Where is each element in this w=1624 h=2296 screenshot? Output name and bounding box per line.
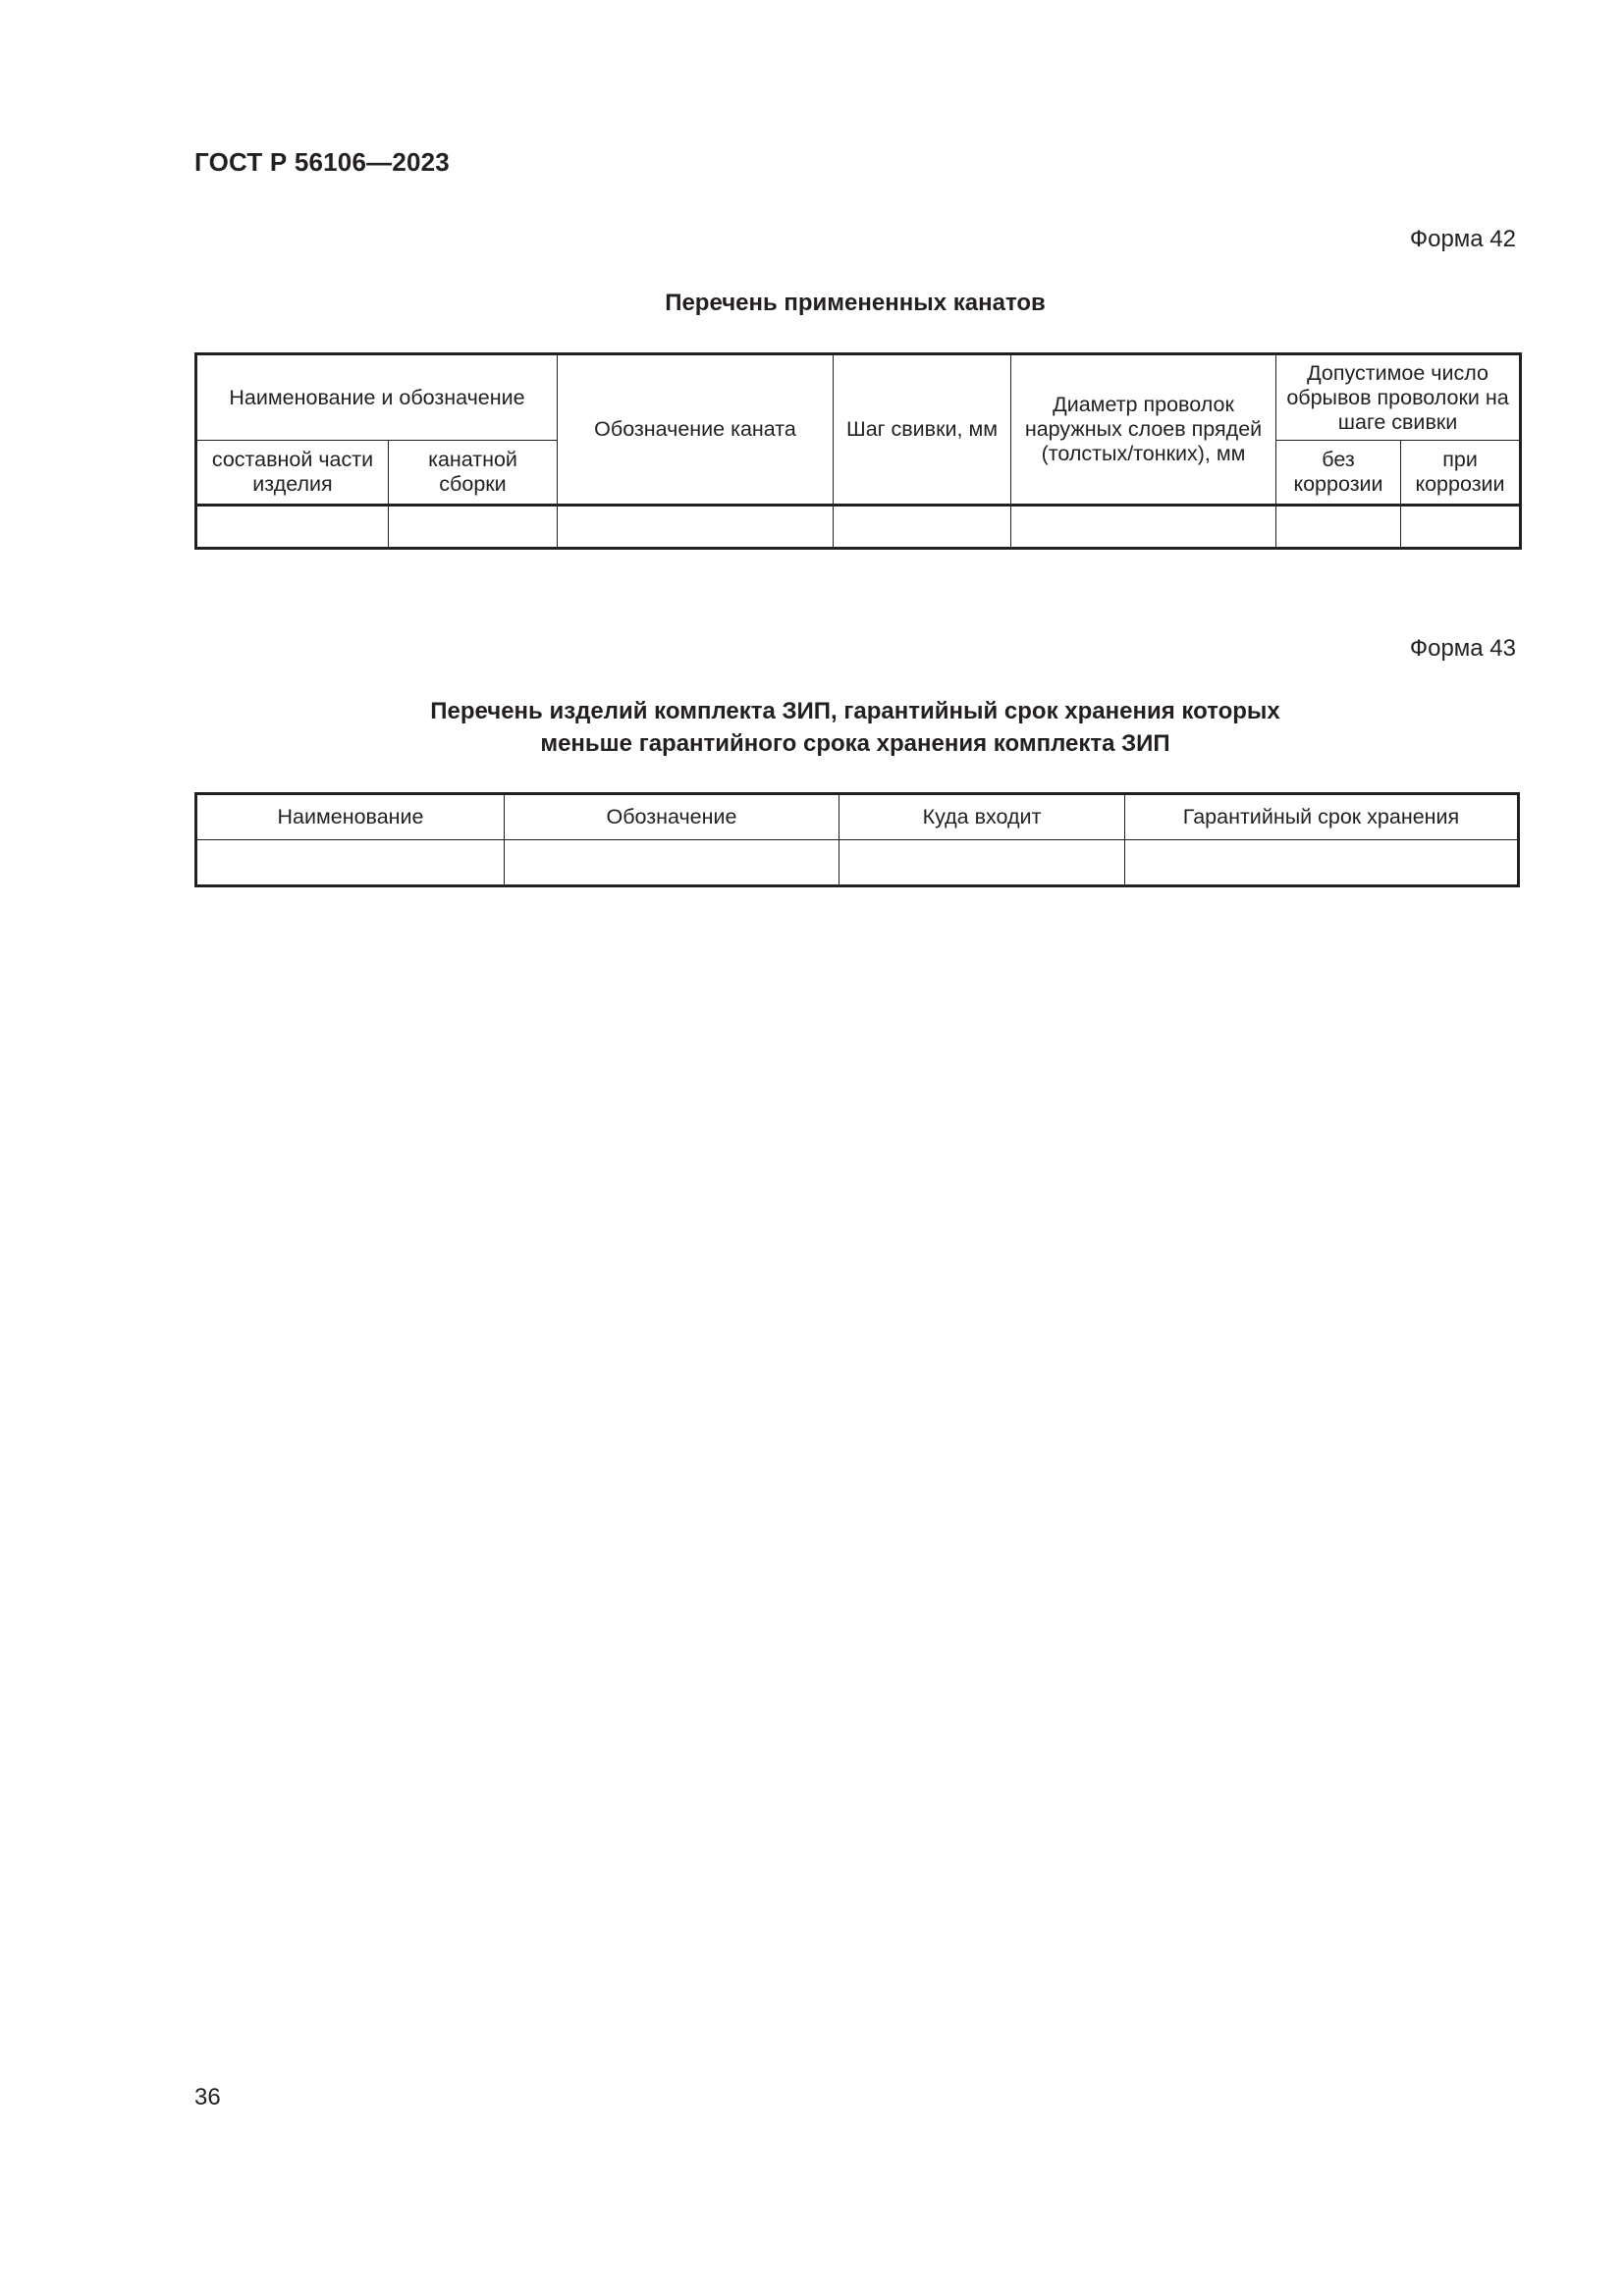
form-43-title-line-1: Перечень изделий комплекта ЗИП, гарантийный срок хранения которых (430, 698, 1280, 724)
header-warranty: Гарантийный срок хранения (1125, 794, 1519, 840)
table-cell[interactable] (1276, 506, 1401, 549)
table-row (196, 506, 1521, 549)
table-cell[interactable] (505, 840, 839, 886)
ropes-table (194, 352, 1522, 550)
header-name-group: Наименование и обозначение (196, 354, 558, 441)
header-name: Наименование (196, 794, 505, 840)
spare-parts-table (194, 792, 1520, 887)
header-row-1 (196, 354, 1521, 441)
form-43-title-line-2: меньше гарантийного срока хранения комплекта ЗИП (540, 730, 1170, 757)
header-break-group: Допустимое число обрывов проволоки на шаге свивки (1276, 354, 1521, 441)
table-cell[interactable] (196, 506, 389, 549)
form-43-title (194, 695, 1516, 760)
table-cell[interactable] (1125, 840, 1519, 886)
header-rope-designation: Обозначение каната (558, 354, 834, 506)
table-cell[interactable] (839, 840, 1125, 886)
header-name-part: составной части изделия (196, 441, 389, 506)
header-designation: Обозначение (505, 794, 839, 840)
table-cell[interactable] (196, 840, 505, 886)
document-code: ГОСТ Р 56106—2023 (194, 147, 450, 177)
table-row (196, 840, 1519, 886)
table-cell[interactable] (1401, 506, 1521, 549)
form-42-title: Перечень примененных канатов (665, 290, 1046, 316)
header-name-assembly: канатной сборки (389, 441, 558, 506)
form-42-label: Форма 42 (1409, 226, 1516, 252)
table-cell[interactable] (834, 506, 1011, 549)
header-row (196, 794, 1519, 840)
form-43-label: Форма 43 (1409, 635, 1516, 662)
header-lay-pitch: Шаг свивки, мм (834, 354, 1011, 506)
header-wire-diameter: Диаметр проволок наружных слоев прядей (толстых/тонких), мм (1011, 354, 1276, 506)
table-cell[interactable] (1011, 506, 1276, 549)
page-number: 36 (194, 2084, 221, 2110)
header-with-corrosion: при коррозии (1401, 441, 1521, 506)
table-cell[interactable] (558, 506, 834, 549)
header-no-corrosion: без коррозии (1276, 441, 1401, 506)
header-included-in: Куда входит (839, 794, 1125, 840)
table-cell[interactable] (389, 506, 558, 549)
